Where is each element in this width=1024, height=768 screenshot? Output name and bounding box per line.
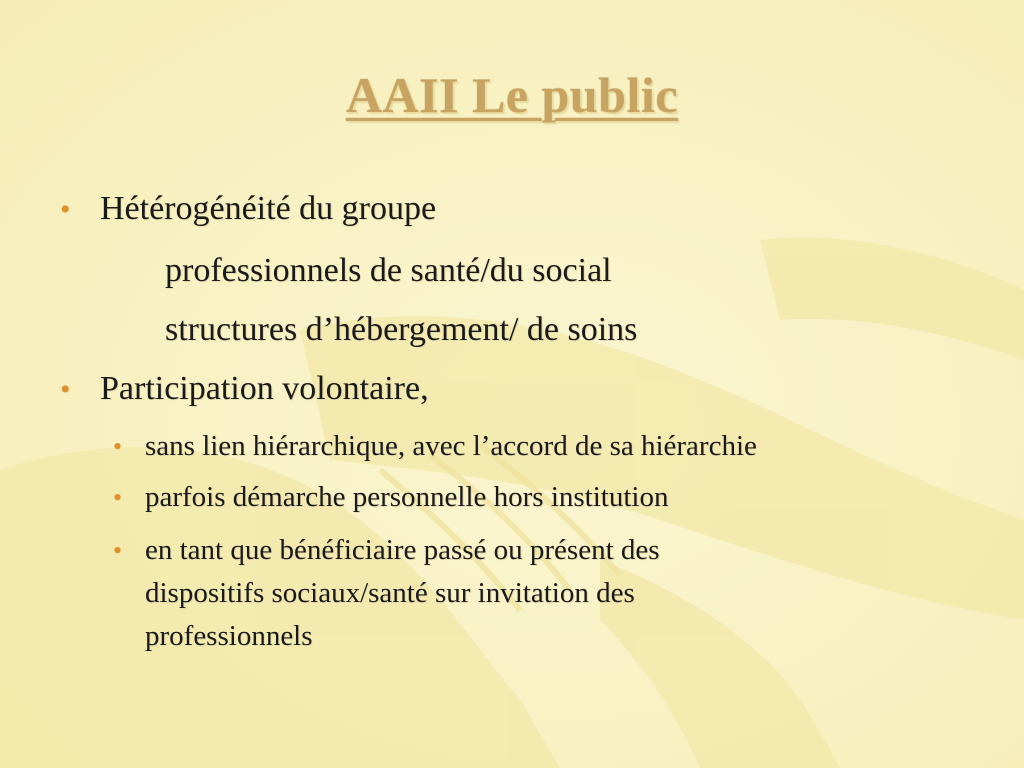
sub-bullet-icon: • xyxy=(113,483,123,512)
subitem-beneficiaire-line3: professionnels xyxy=(145,620,313,652)
subitem-beneficiaire-line2: dispositifs sociaux/santé sur invitation des xyxy=(145,577,635,609)
bullet-participation: Participation volontaire, xyxy=(100,370,429,407)
subitem-parfois: parfois démarche personnelle hors institution xyxy=(145,481,669,513)
subline-structures: structures d’hébergement/ de soins xyxy=(165,311,638,348)
slide-title: AAII Le public xyxy=(345,67,679,123)
bullet-heterogeneite: Hétérogénéité du groupe xyxy=(100,190,437,227)
subitem-sans-lien: sans lien hiérarchique, avec l’accord de sa hiérarchie xyxy=(145,430,757,462)
sub-bullet-icon: • xyxy=(113,432,123,461)
bullet-icon: • xyxy=(60,193,71,226)
subitem-beneficiaire-line1: en tant que bénéficiaire passé ou présent des xyxy=(145,534,660,566)
bullet-icon: • xyxy=(60,373,71,406)
sub-bullet-icon: • xyxy=(113,536,123,565)
subline-professionnels: professionnels de santé/du social xyxy=(165,252,612,289)
